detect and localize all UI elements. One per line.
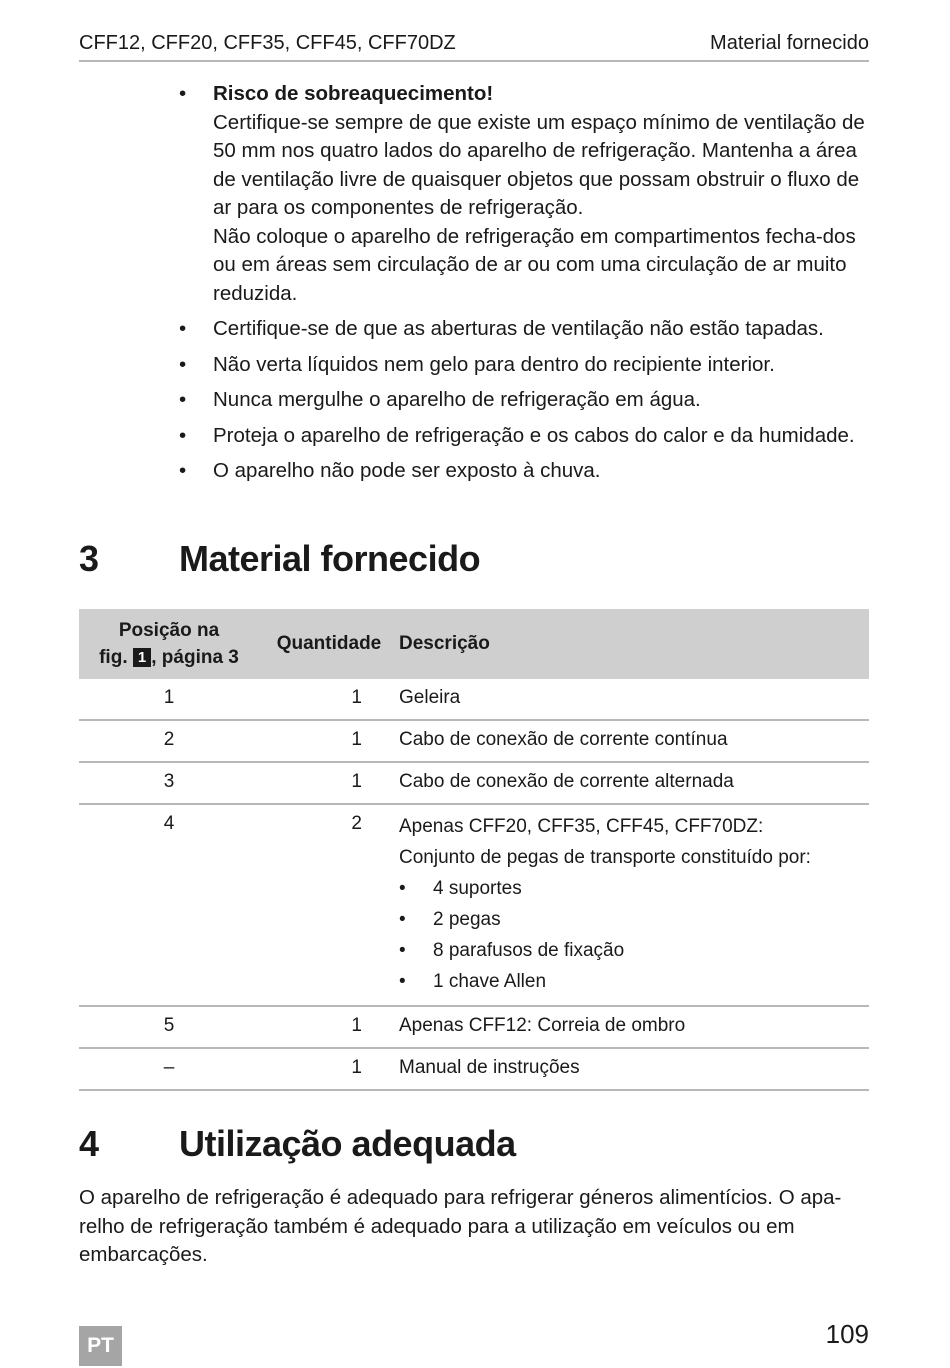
bullet-overheating [179, 80, 879, 308]
list-item [399, 904, 869, 935]
header-section-title: Material fornecido [710, 32, 869, 54]
cell-position: – [79, 1048, 259, 1090]
description-line: Apenas CFF20, CFF35, CFF45, CFF70DZ: [399, 816, 764, 837]
cell-quantity: 2 [259, 804, 399, 1006]
cell-position: 2 [79, 720, 259, 762]
bullet-text: Nunca mergulhe o aparelho de refrigeração em água. [213, 388, 701, 411]
cell-position: 1 [79, 679, 259, 720]
bullet-dot: • [179, 423, 187, 447]
table-row [79, 720, 869, 762]
table-row [79, 1006, 869, 1048]
cell-quantity: 1 [259, 679, 399, 720]
description-line: Conjunto de pegas de transporte constituído por: [399, 847, 811, 868]
safety-bullet-list [179, 80, 879, 493]
cell-description: Cabo de conexão de corrente alternada [399, 762, 869, 804]
column-header-position [79, 609, 259, 679]
cell-description: Apenas CFF12: Correia de ombro [399, 1006, 869, 1048]
section-title: Material fornecido [179, 538, 481, 579]
cell-quantity: 1 [259, 1006, 399, 1048]
list-item [399, 935, 869, 966]
figure-number-badge: 1 [133, 648, 151, 667]
cell-quantity: 1 [259, 762, 399, 804]
column-header-position-line1: Posição na [118, 620, 220, 641]
cell-description: Cabo de conexão de corrente contínua [399, 720, 869, 762]
bullet-text: Não verta líquidos nem gelo para dentro do recipiente interior. [213, 352, 775, 376]
cell-description: Geleira [399, 679, 869, 720]
supplied-items-table [79, 609, 869, 1091]
cell-quantity: 1 [259, 1048, 399, 1090]
bullet-text: Não coloque o aparelho de refrigeração em compartimentos fecha-dos ou em áreas sem circulação de ar ou com uma circulação de ar muito reduzida. [213, 224, 856, 305]
bullet-text: O aparelho não pode ser exposto à chuva. [213, 459, 601, 482]
kit-contents-list [399, 873, 869, 997]
bullet-text: Proteja o aparelho de refrigeração e os cabos do calor e da humidade. [213, 423, 855, 447]
section-number: 4 [79, 1123, 99, 1164]
cell-position: 3 [79, 762, 259, 804]
bullet-item [179, 457, 879, 486]
cell-quantity: 1 [259, 720, 399, 762]
list-item [399, 873, 869, 904]
bullet-dot: • [179, 352, 187, 376]
column-header-fig-label: fig. [99, 647, 128, 668]
list-item-text: 2 pegas [433, 909, 501, 930]
bullet-title: Risco de sobreaquecimento! [213, 82, 494, 105]
column-header-page-ref: , página 3 [151, 647, 239, 668]
bullet-text: Certifique-se sempre de que existe um espaço mínimo de ventilação de 50 mm nos quatro lados do aparelho de refrigeração. Mantenha a área de ventilação livre de quaisquer objetos que possam obstruir o fluxo de ar para os componentes de refrigeração. [213, 110, 865, 219]
table-row [79, 762, 869, 804]
list-item-text: 8 parafusos de fixação [433, 940, 625, 961]
list-item [399, 966, 869, 997]
bullet-dot: • [399, 940, 406, 961]
bullet-dot: • [399, 909, 406, 930]
section-title: Utilização adequada [179, 1123, 516, 1164]
column-header-description: Descrição [399, 609, 869, 679]
bullet-dot: • [399, 971, 406, 992]
cell-position: 4 [79, 804, 259, 1006]
bullet-dot: • [179, 317, 187, 340]
bullet-dot: • [179, 388, 187, 411]
bullet-text: Certifique-se de que as aberturas de ventilação não estão tapadas. [213, 317, 824, 340]
table-row [79, 804, 869, 1006]
cell-description: Manual de instruções [399, 1048, 869, 1090]
bullet-dot: • [399, 878, 406, 899]
table-row [79, 1048, 869, 1090]
header-rule [79, 60, 869, 62]
section-number: 3 [79, 538, 99, 579]
list-item-text: 4 suportes [433, 878, 522, 899]
intended-use-paragraph: O aparelho de refrigeração é adequado para refrigerar géneros alimentícios. O apa-relho de refrigeração também é adequado para a utilização em veículos ou em embarcações. [79, 1186, 842, 1266]
table-row [79, 679, 869, 720]
list-item-text: 1 chave Allen [433, 971, 547, 992]
table-header-row [79, 609, 869, 679]
bullet-dot: • [179, 459, 187, 482]
bullet-item [179, 315, 879, 344]
cell-description [399, 804, 869, 1006]
bullet-dot: • [179, 82, 187, 105]
column-header-quantity: Quantidade [259, 609, 399, 679]
bullet-item [179, 422, 879, 451]
language-badge: PT [79, 1326, 122, 1366]
page-number: 109 [825, 1319, 869, 1349]
cell-position: 5 [79, 1006, 259, 1048]
header-models: CFF12, CFF20, CFF35, CFF45, CFF70DZ [79, 32, 456, 54]
bullet-item [179, 386, 879, 415]
bullet-item [179, 351, 879, 380]
